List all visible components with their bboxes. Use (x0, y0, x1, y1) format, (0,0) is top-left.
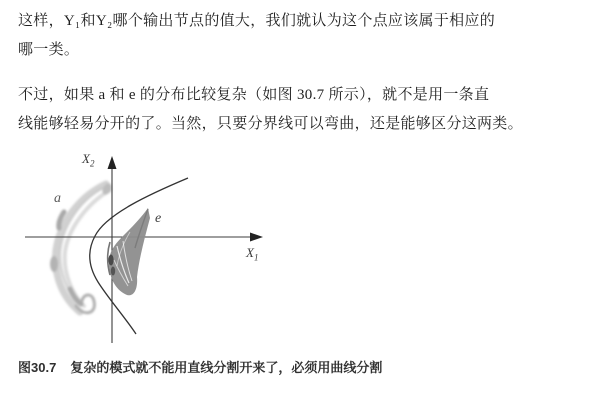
paragraph-2-line-1: 不过，如果 a 和 e 的分布比较复杂（如图 30.7 所示），就不是用一条直 (18, 87, 490, 103)
y-axis-label-base: X (82, 151, 90, 166)
classification-diagram (20, 148, 270, 348)
figure-30-7 (20, 148, 270, 348)
figure-caption-text: 复杂的模式就不能用直线分割开来了，必须用曲线分割 (70, 360, 383, 375)
cluster-a-smudge (50, 256, 58, 272)
paragraph-2 (18, 81, 523, 139)
x-axis-label (246, 246, 258, 265)
cluster-e-dark-patch (111, 267, 115, 276)
x-axis-label-base: X (246, 245, 254, 260)
y-axis-label-sub: 2 (89, 158, 95, 169)
x-axis-label-sub: 1 (253, 252, 259, 263)
paragraph-1-line-2: 哪一类。 (18, 42, 80, 58)
x-axis-arrowhead-icon (250, 233, 263, 242)
paragraph-1 (18, 7, 523, 65)
cluster-a-stroke (56, 184, 106, 312)
cluster-e-blob (108, 208, 150, 295)
figure-caption-number: 图30.7 (18, 360, 57, 375)
paragraph-2-line-2: 线能够轻易分开的了。当然，只要分界线可以弯曲，还是能够区分这两类。 (18, 116, 523, 132)
cluster-a-label: a (54, 191, 61, 206)
cluster-e-dark-patch (108, 255, 113, 266)
y-axis-label (82, 152, 94, 171)
cluster-e-label: e (155, 211, 162, 226)
figure-caption (18, 357, 578, 376)
paragraph-1-line-1: 这样，Y₁和Y₂哪个输出节点的值大，我们就认为这个点应该属于相应的 (18, 13, 496, 29)
y-axis-arrowhead-icon (108, 156, 117, 169)
